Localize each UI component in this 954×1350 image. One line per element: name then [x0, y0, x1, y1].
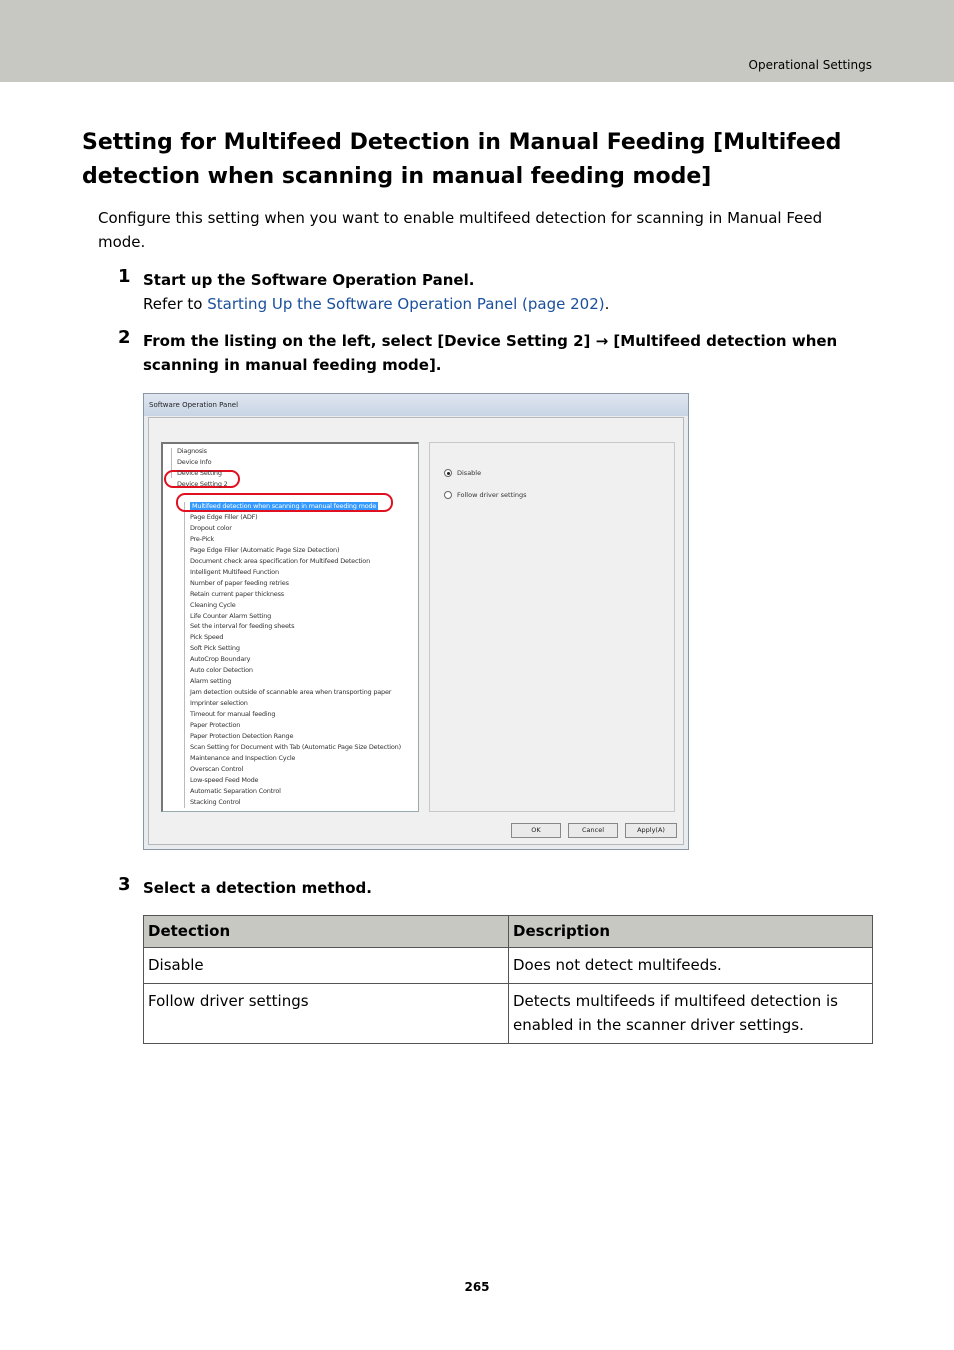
- settings-tree: [161, 442, 419, 812]
- option-label: Disable: [457, 469, 482, 477]
- table-cell: Does not detect multifeeds.: [509, 948, 873, 984]
- step-title: Start up the Software Operation Panel.: [143, 271, 475, 289]
- tree-item[interactable]: Timeout for manual feeding: [190, 710, 276, 719]
- tree-item[interactable]: Set the interval for feeding sheets: [190, 622, 295, 631]
- step-reference: [143, 292, 863, 316]
- header-section-title: Operational Settings: [748, 58, 872, 72]
- tree-item[interactable]: Jam detection outside of scannable area when transporting paper: [190, 688, 392, 697]
- step-number: 1: [118, 266, 131, 287]
- table-cell: Detects multifeeds if multifeed detection is enabled in the scanner driver settings.: [509, 984, 873, 1044]
- tree-item-selected[interactable]: Multifeed detection when scanning in manual feeding mode: [192, 502, 377, 510]
- table-row: [144, 948, 873, 984]
- tree-item[interactable]: Low-speed Feed Mode: [190, 775, 259, 784]
- tree-item[interactable]: Soft Pick Setting: [190, 644, 240, 653]
- step-title: Select a detection method.: [143, 879, 372, 897]
- page-number: 265: [464, 1280, 490, 1294]
- option-label: Follow driver settings: [457, 491, 527, 499]
- radio-unchecked-icon: [444, 491, 452, 499]
- table-cell: Disable: [144, 948, 509, 984]
- tree-item[interactable]: Alarm setting: [190, 677, 232, 686]
- tree-item[interactable]: Stacking Control: [190, 797, 241, 806]
- table-header-row: [144, 916, 873, 948]
- tree-item[interactable]: Retain current paper thickness: [190, 589, 284, 598]
- option-follow-driver[interactable]: [444, 491, 527, 499]
- dialog-body: [148, 417, 684, 845]
- tree-item[interactable]: Paper Protection: [190, 721, 241, 729]
- dialog-titlebar: Software Operation Panel: [144, 394, 688, 416]
- intro-paragraph: Configure this setting when you want to enable multifeed detection for scanning in Manual Feed mode.: [98, 209, 823, 251]
- tree-item[interactable]: Scan Setting for Document with Tab (Automatic Page Size Detection): [190, 742, 401, 751]
- tree-item[interactable]: Pick Speed: [190, 633, 224, 642]
- tree-item[interactable]: AutoCrop Boundary: [190, 655, 251, 664]
- software-operation-panel-screenshot: [143, 393, 689, 850]
- options-panel: [429, 442, 675, 812]
- page-title: Setting for Multifeed Detection in Manual Feeding [Multifeed detection when scanning in manual feeding mode]: [82, 130, 842, 189]
- tree-item[interactable]: Overscan Control: [190, 764, 244, 773]
- refer-prefix: Refer to: [143, 295, 208, 313]
- tree-item[interactable]: Device Setting 2: [177, 480, 228, 488]
- cancel-button[interactable]: Cancel: [568, 823, 618, 838]
- tree-item[interactable]: Page Edge Filler (ADF): [190, 512, 258, 521]
- ok-button[interactable]: OK: [511, 823, 561, 838]
- refer-suffix: .: [604, 295, 610, 313]
- tree-item[interactable]: Device Info: [177, 458, 212, 466]
- tree-item[interactable]: Pre-Pick: [190, 534, 215, 543]
- tree-item[interactable]: Imprinter selection: [190, 699, 248, 708]
- tree-item[interactable]: Intelligent Multifeed Function: [190, 567, 279, 576]
- step-title: From the listing on the left, select [Device Setting 2] → [Multifeed detection when scanning in manual feeding mode].: [143, 332, 838, 374]
- tree-item[interactable]: Life Counter Alarm Setting: [190, 611, 272, 620]
- radio-checked-icon: [444, 469, 452, 477]
- step-number: 3: [118, 874, 131, 895]
- table-cell: Follow driver settings: [144, 984, 509, 1044]
- tree-item[interactable]: Maintenance and Inspection Cycle: [190, 753, 296, 762]
- table-header: Detection: [144, 916, 509, 948]
- tree-item[interactable]: Auto color Detection: [190, 666, 253, 675]
- table-row: [144, 984, 873, 1044]
- tree-item[interactable]: Diagnosis: [177, 447, 207, 455]
- tree-item[interactable]: Dropout color: [190, 523, 232, 532]
- tree-item[interactable]: Page Edge Filler (Automatic Page Size Detection): [190, 545, 340, 554]
- tree-item[interactable]: Document check area specification for Multifeed Detection: [190, 556, 371, 565]
- tree-item[interactable]: Number of paper feeding retries: [190, 578, 289, 587]
- tree-item[interactable]: Device Setting: [177, 469, 222, 477]
- tree-item[interactable]: Automatic Separation Control: [190, 786, 281, 795]
- tree-item[interactable]: Cleaning Cycle: [190, 600, 236, 609]
- option-disable[interactable]: [444, 469, 481, 477]
- apply-button[interactable]: Apply(A): [625, 823, 677, 838]
- detection-table: [143, 915, 873, 1044]
- tree-item[interactable]: Paper Protection Detection Range: [190, 731, 294, 740]
- step-number: 2: [118, 327, 131, 348]
- reference-link[interactable]: Starting Up the Software Operation Panel (page 202): [207, 295, 605, 313]
- table-header: Description: [509, 916, 873, 948]
